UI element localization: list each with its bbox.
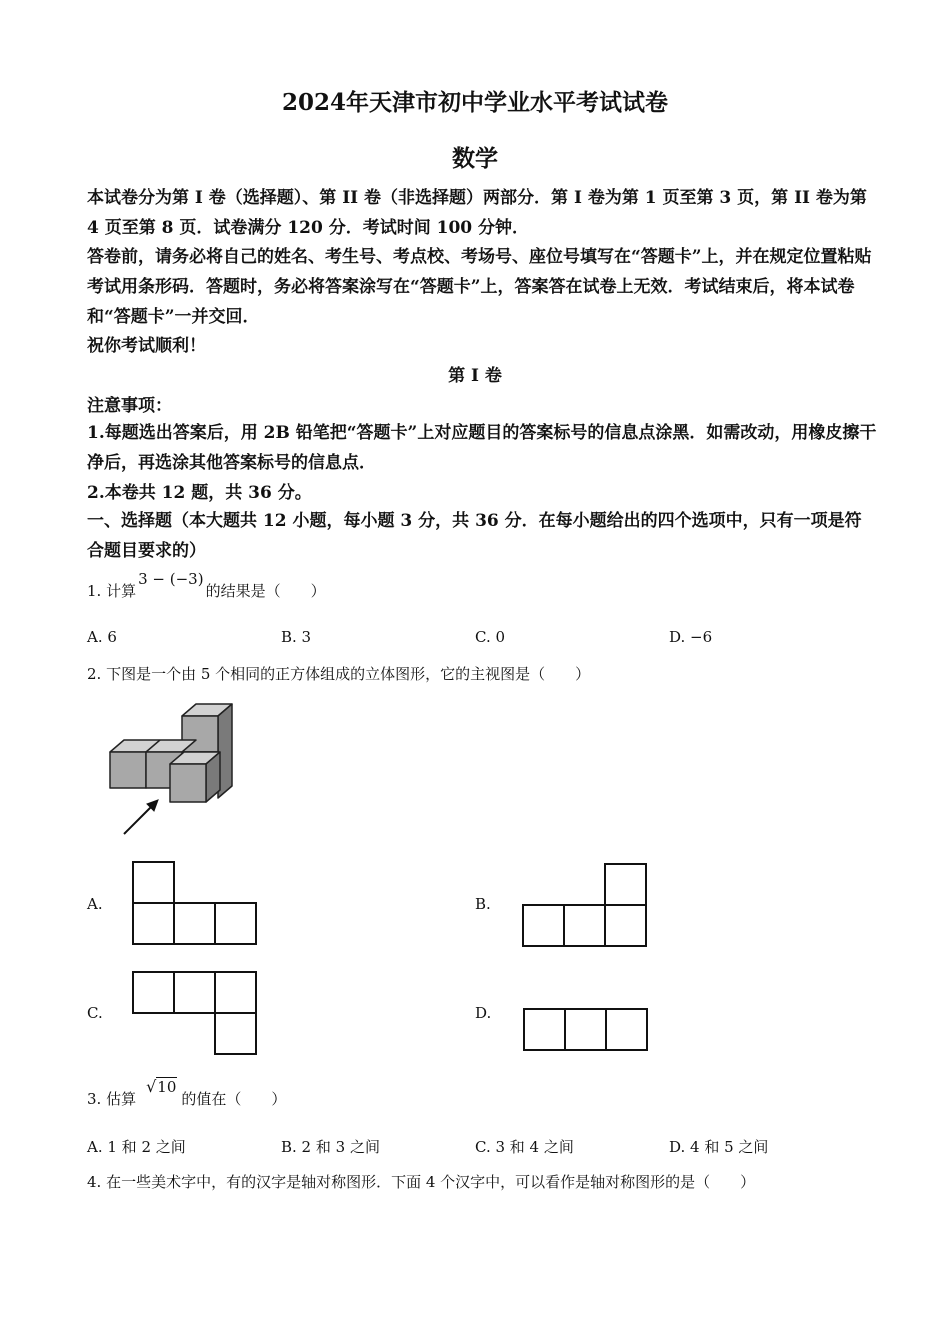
q1-suffix: 的结果是（ ） <box>205 582 326 600</box>
q3-radicand: 10 <box>157 1078 177 1096</box>
notes-heading: 注意事项： <box>87 396 172 416</box>
q3-sqrt <box>146 1077 177 1096</box>
q3-option-c[interactable]: C. 3 和 4 之间 <box>475 1138 574 1156</box>
q2-option-c-label[interactable]: C. <box>87 1004 103 1022</box>
q1-option-d[interactable]: D. −6 <box>669 628 713 646</box>
note-1: 1.每题选出答案后，用 2B 铅笔把“答题卡”上对应题目的答案标号的信息点涂黑．如需改动，用橡皮擦干净后，再选涂其他答案标号的信息点． <box>87 423 877 473</box>
intro-paragraph-1: 本试卷分为第 I 卷（选择题）、第 II 卷（非选择题）两部分．第 I 卷为第 1 页至第 3 页，第 II 卷为第 4 页至第 8 页．试卷满分 120 分．考试时间 100 分钟． <box>87 188 867 238</box>
question-3 <box>87 1077 287 1109</box>
q1-option-b[interactable]: B. 3 <box>281 628 312 646</box>
cube-front-face <box>110 752 146 788</box>
page-title: 2024年天津市初中学业水平考试试卷 <box>281 89 668 116</box>
q2-option-b-figure[interactable] <box>520 862 650 950</box>
q3-option-b[interactable]: B. 2 和 3 之间 <box>281 1138 380 1156</box>
q1-option-c[interactable]: C. 0 <box>475 628 506 646</box>
q3-prefix: 3. 估算 <box>87 1090 137 1108</box>
subject-title: 数学 <box>452 145 498 172</box>
view-direction-arrow <box>124 800 158 834</box>
q1-formula: 3 − (−3) <box>138 570 204 588</box>
sqrt-radical-icon: √ <box>146 1077 157 1096</box>
section-heading: 第 I 卷 <box>448 366 502 386</box>
q2-option-d-figure[interactable] <box>521 1007 651 1053</box>
question-2: 2. 下图是一个由 5 个相同的正方体组成的立体图形，它的主视图是（ ） <box>87 665 591 683</box>
question-1 <box>87 570 326 601</box>
note-2: 2.本卷共 12 题，共 36 分。 <box>87 483 312 503</box>
q2-option-a-label[interactable]: A. <box>87 895 103 913</box>
question-4: 4. 在一些美术字中，有的汉字是轴对称图形．下面 4 个汉字中，可以看作是轴对称图形的是（ ） <box>87 1173 756 1191</box>
q2-option-c-figure[interactable] <box>130 970 260 1058</box>
cubes-3d-figure <box>100 700 240 840</box>
q2-option-d-label[interactable]: D. <box>475 1004 492 1022</box>
q3-option-d[interactable]: D. 4 和 5 之间 <box>669 1138 769 1156</box>
q1-option-a[interactable]: A. 6 <box>87 628 117 646</box>
intro-paragraph-2: 答卷前，请务必将自己的姓名、考生号、考点校、考场号、座位号填写在“答题卡”上，并在规定位置粘贴考试用条形码．答题时，务必将答案涂写在“答题卡”上，答案答在试卷上无效．考试结束后，将本试卷和“答题卡”一并交回． <box>87 247 872 327</box>
cube-front-face <box>170 764 206 802</box>
q2-option-b-label[interactable]: B. <box>475 895 491 913</box>
part-1-instructions: 一、选择题（本大题共 12 小题，每小题 3 分，共 36 分．在每小题给出的四个选项中，只有一项是符合题目要求的） <box>87 511 862 561</box>
intro-paragraph-3: 祝你考试顺利！ <box>87 336 206 356</box>
q1-prefix: 1. 计算 <box>87 582 137 600</box>
q3-suffix: 的值在（ ） <box>181 1090 287 1108</box>
q3-option-a[interactable]: A. 1 和 2 之间 <box>87 1138 186 1156</box>
q2-option-a-figure[interactable] <box>130 860 260 950</box>
